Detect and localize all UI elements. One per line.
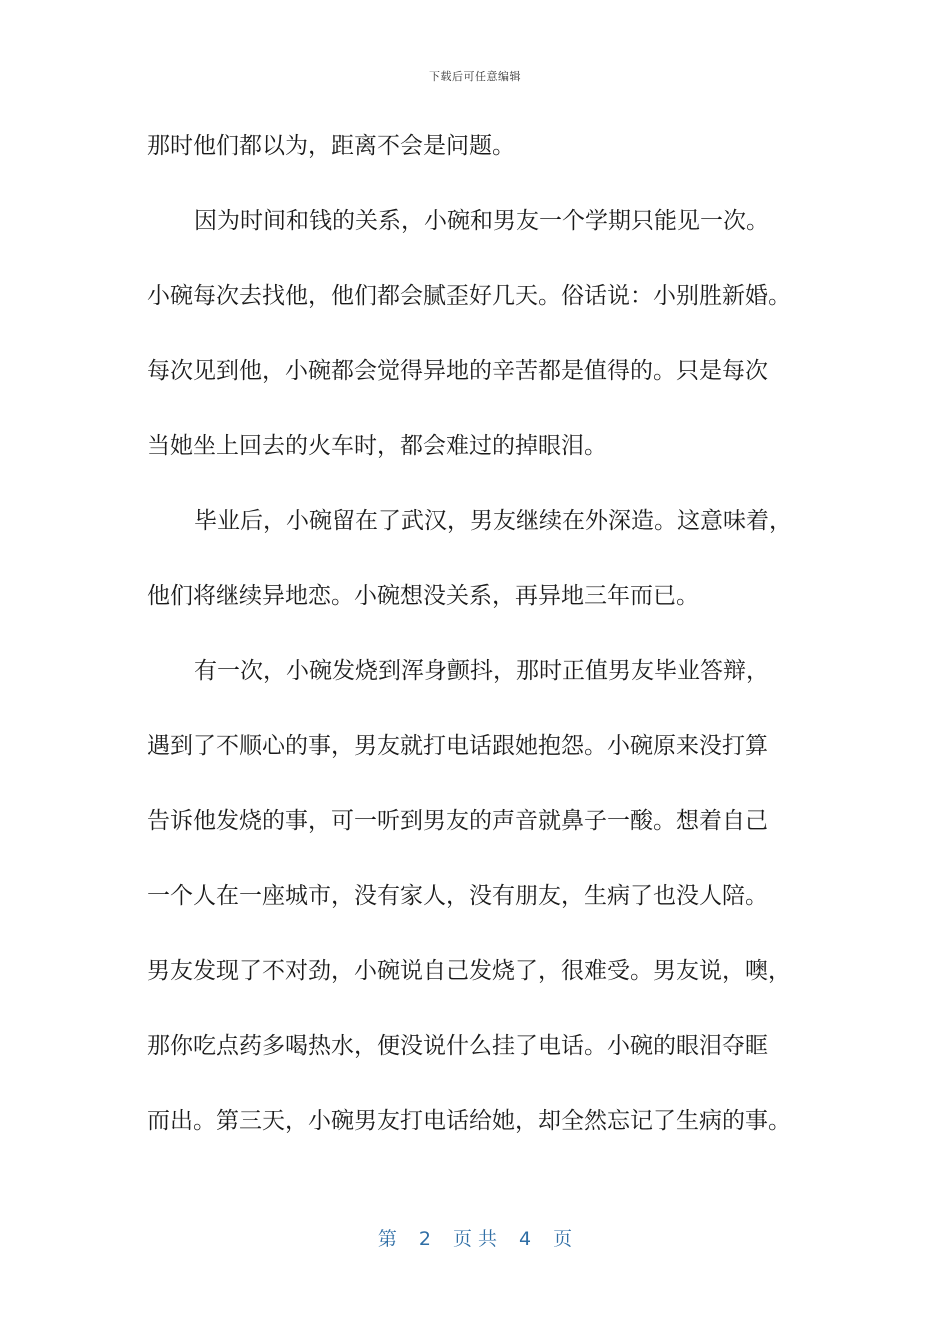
footer-label-end: 页 <box>553 1228 573 1250</box>
page-footer <box>0 1224 950 1251</box>
body-line-6: 毕业后，小碗留在了武汉，男友继续在外深造。这意味着， <box>194 508 792 534</box>
header-note: 下载后可任意编辑 <box>429 70 521 83</box>
body-line-3: 小碗每次去找他，他们都会腻歪好几天。俗话说：小别胜新婚。 <box>147 283 791 309</box>
body-line-4: 每次见到他，小碗都会觉得异地的辛苦都是值得的。只是每次 <box>147 358 768 384</box>
body-line-2: 因为时间和钱的关系，小碗和男友一个学期只能见一次。 <box>194 208 769 234</box>
footer-current-page: 2 <box>418 1228 431 1250</box>
body-line-5: 当她坐上回去的火车时，都会难过的掉眼泪。 <box>147 433 607 459</box>
body-line-9: 遇到了不顺心的事，男友就打电话跟她抱怨。小碗原来没打算 <box>147 733 768 759</box>
body-line-13: 那你吃点药多喝热水，便没说什么挂了电话。小碗的眼泪夺眶 <box>147 1033 768 1059</box>
body-line-10: 告诉他发烧的事，可一听到男友的声音就鼻子一酸。想着自己 <box>147 808 768 834</box>
footer-label-total: 页 共 <box>452 1228 498 1250</box>
body-line-8: 有一次，小碗发烧到浑身颤抖，那时正值男友毕业答辩， <box>194 658 769 684</box>
footer-total-pages: 4 <box>519 1228 532 1250</box>
body-line-12: 男友发现了不对劲，小碗说自己发烧了，很难受。男友说，噢， <box>147 958 791 984</box>
body-line-1: 那时他们都以为，距离不会是问题。 <box>147 133 515 159</box>
footer-label-page: 第 <box>377 1228 397 1250</box>
body-line-7: 他们将继续异地恋。小碗想没关系，再异地三年而已。 <box>147 583 699 609</box>
body-line-14: 而出。第三天，小碗男友打电话给她，却全然忘记了生病的事。 <box>147 1108 791 1134</box>
document-body <box>147 120 807 1170</box>
body-line-11: 一个人在一座城市，没有家人，没有朋友，生病了也没人陪。 <box>147 883 768 909</box>
